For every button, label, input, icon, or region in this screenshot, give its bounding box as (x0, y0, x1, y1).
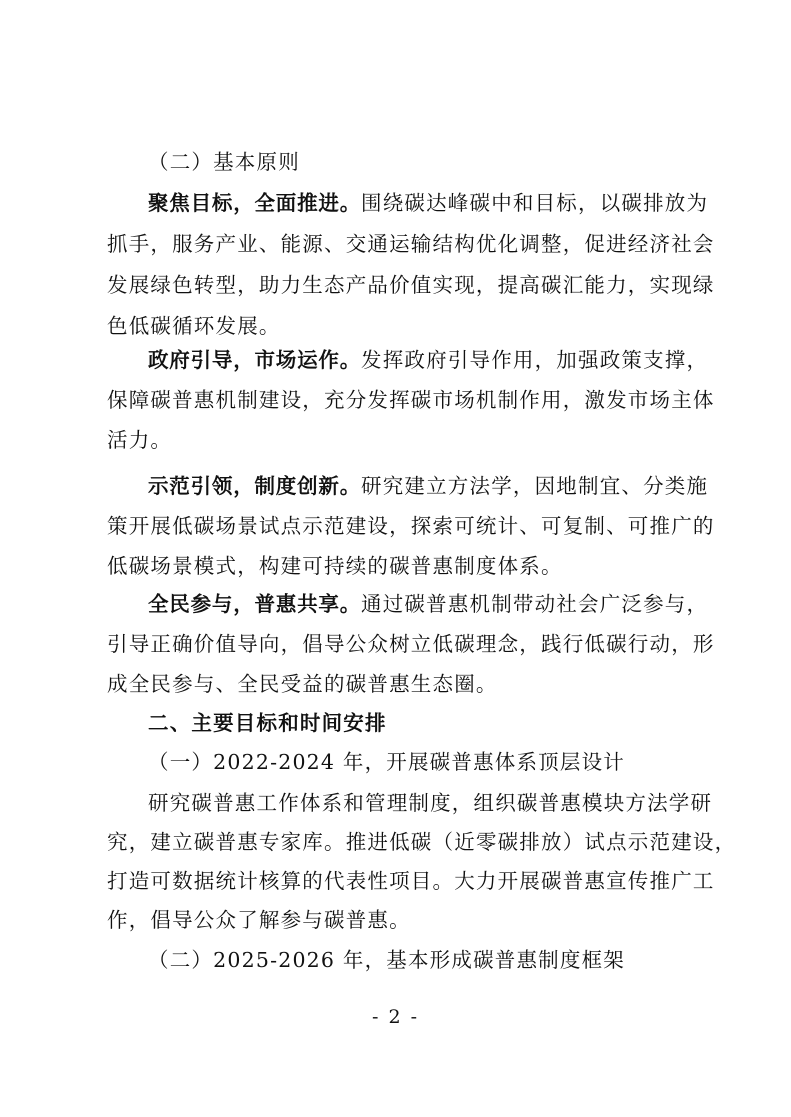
paragraph-line: 保障碳普惠机制建设，充分发挥碳市场机制作用，激发市场主体 (107, 388, 715, 412)
paragraph-line: 低碳场景模式，构建可持续的碳普惠制度体系。 (107, 554, 563, 578)
paragraph-line: 色低碳循环发展。 (107, 314, 281, 338)
bold-lead-phrase: 聚焦目标，全面推进。 (148, 191, 361, 215)
paragraph-text: 通过碳普惠机制带动社会广泛参与， (361, 592, 709, 616)
paragraph-line: 引导正确价值导向，倡导公众树立低碳理念，践行低碳行动，形 (107, 632, 715, 656)
paragraph-line (148, 472, 708, 500)
paragraph-line: 抓手，服务产业、能源、交通运输结构优化调整，促进经济社会 (107, 232, 715, 256)
paragraph-line: 究，建立碳普惠专家库。推进低碳（近零碳排放）试点示范建设， (107, 830, 737, 854)
subheading-phase-one: （一）2022-2024 年，开展碳普惠体系顶层设计 (148, 750, 625, 774)
paragraph-line (148, 590, 708, 618)
paragraph-text: 围绕碳达峰碳中和目标，以碳排放为 (361, 191, 709, 215)
paragraph-line: 发展绿色转型，助力生态产品价值实现，提高碳汇能力，实现绿 (107, 273, 715, 297)
bold-lead-phrase: 政府引导，市场运作。 (148, 348, 361, 372)
page-number: - 2 - (371, 1006, 419, 1028)
bold-lead-phrase: 全民参与，普惠共享。 (148, 592, 361, 616)
paragraph-line (148, 346, 708, 374)
paragraph-line: 成全民参与、全民受益的碳普惠生态圈。 (107, 672, 498, 696)
paragraph-line (148, 189, 708, 217)
bold-lead-phrase: 示范引领，制度创新。 (148, 474, 361, 498)
paragraph-line: 作，倡导公众了解参与碳普惠。 (107, 908, 411, 932)
paragraph-line: 研究碳普惠工作体系和管理制度，组织碳普惠模块方法学研 (148, 791, 713, 815)
section-heading-goals: 二、主要目标和时间安排 (148, 711, 387, 735)
paragraph-line: 打造可数据统计核算的代表性项目。大力开展碳普惠宣传推广工 (107, 869, 715, 893)
paragraph-text: 研究建立方法学，因地制宜、分类施 (361, 474, 709, 498)
paragraph-text: 发挥政府引导作用，加强政策支撑， (361, 348, 709, 372)
subheading-basic-principles: （二）基本原则 (148, 150, 300, 174)
paragraph-line: 活力。 (107, 428, 173, 452)
paragraph-line: 策开展低碳场景试点示范建设，探索可统计、可复制、可推广的 (107, 514, 715, 538)
subheading-phase-two: （二）2025-2026 年，基本形成碳普惠制度框架 (148, 948, 625, 972)
